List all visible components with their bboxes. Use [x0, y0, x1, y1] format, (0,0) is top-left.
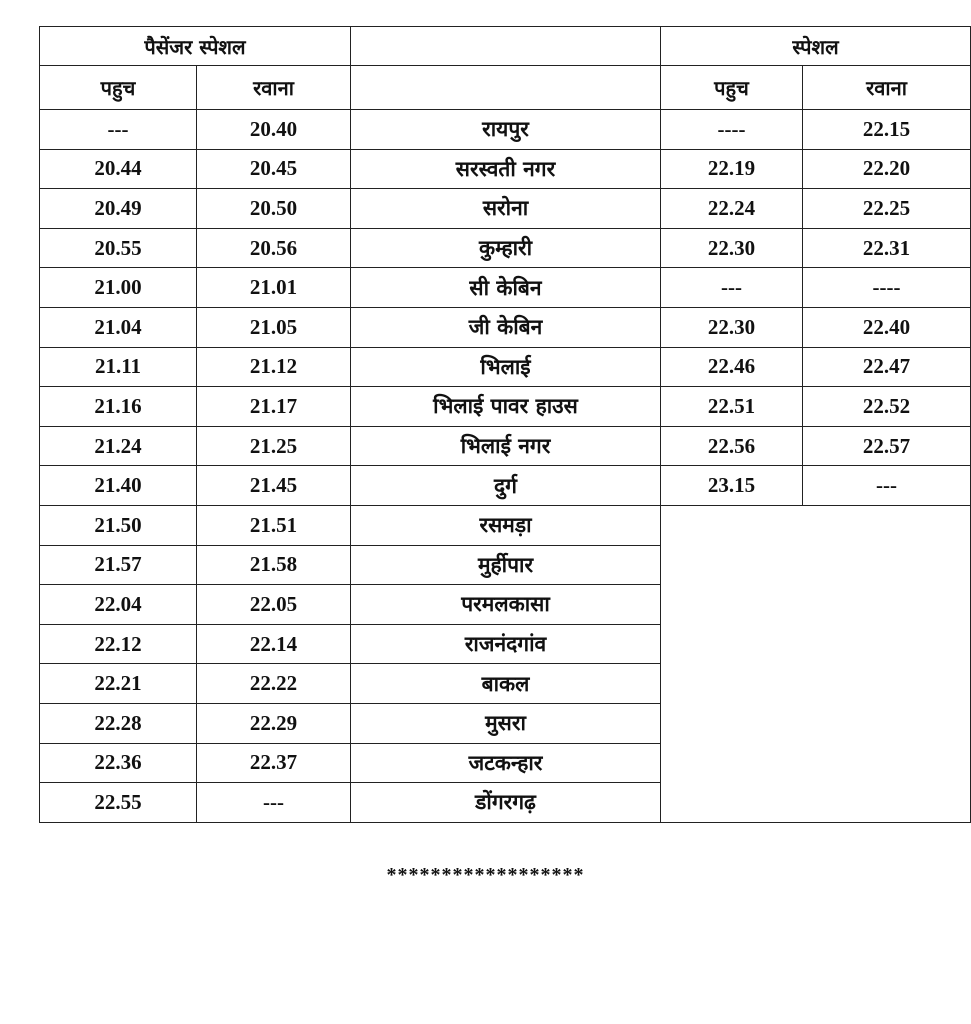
sp-arrival-cell: 22.19: [661, 149, 803, 189]
ps-departure-cell: 21.51: [197, 505, 351, 545]
ps-departure-cell: 22.29: [197, 703, 351, 743]
station-name-cell: भिलाई नगर: [351, 426, 661, 466]
station-name-cell: मुर्हीपार: [351, 545, 661, 585]
sp-arrival-cell: 22.46: [661, 347, 803, 387]
sp-arrival-cell: 22.30: [661, 228, 803, 268]
sp-arrival-cell: ----: [661, 110, 803, 150]
table-row: [40, 466, 971, 506]
station-name-cell: सरोना: [351, 189, 661, 229]
timetable-sheet: [39, 26, 970, 823]
ps-departure-cell: 20.40: [197, 110, 351, 150]
sp-arrival-cell: 22.56: [661, 426, 803, 466]
table-row: [40, 426, 971, 466]
ps-departure-cell: 22.37: [197, 743, 351, 783]
sp-departure-cell: 22.47: [803, 347, 971, 387]
table-row: [40, 347, 971, 387]
ps-arrival-cell: 21.04: [40, 307, 197, 347]
ps-arrival-cell: 22.04: [40, 585, 197, 625]
sp-departure-cell: 22.52: [803, 387, 971, 427]
ps-arrival-cell: 22.55: [40, 783, 197, 823]
ps-departure-cell: 21.45: [197, 466, 351, 506]
station-name-cell: जी केबिन: [351, 307, 661, 347]
ps-arrival-cell: 21.24: [40, 426, 197, 466]
ps-arrival-cell: 21.16: [40, 387, 197, 427]
table-row: [40, 387, 971, 427]
ps-arrival-cell: 21.57: [40, 545, 197, 585]
footer-stars: ******************: [386, 864, 585, 886]
ps-arrival-cell: 21.40: [40, 466, 197, 506]
station-name-cell: राजनंदगांव: [351, 624, 661, 664]
station-name-cell: मुसरा: [351, 703, 661, 743]
sp-departure-cell: 22.20: [803, 149, 971, 189]
table-row: [40, 268, 971, 308]
station-name-cell: जटकन्हार: [351, 743, 661, 783]
ps-arrival-cell: 22.12: [40, 624, 197, 664]
sp-departure-cell: ---: [803, 466, 971, 506]
ps-arrival-cell: 21.00: [40, 268, 197, 308]
station-name-cell: रसमड़ा: [351, 505, 661, 545]
ps-arrival-cell: 22.28: [40, 703, 197, 743]
ps-arrival-cell: ---: [40, 110, 197, 150]
ps-arrival-cell: 22.36: [40, 743, 197, 783]
station-header-blank: [351, 27, 661, 66]
sp-departure-header: रवाना: [803, 66, 971, 110]
sp-departure-cell: ----: [803, 268, 971, 308]
ps-departure-cell: 20.50: [197, 189, 351, 229]
special-blank-area: [661, 505, 971, 822]
sp-departure-cell: 22.31: [803, 228, 971, 268]
sp-arrival-cell: 22.51: [661, 387, 803, 427]
train-timetable: [39, 26, 971, 823]
station-name-cell: दुर्ग: [351, 466, 661, 506]
table-row: [40, 228, 971, 268]
ps-departure-cell: 21.58: [197, 545, 351, 585]
ps-arrival-cell: 21.11: [40, 347, 197, 387]
ps-departure-cell: 21.12: [197, 347, 351, 387]
sp-arrival-cell: 23.15: [661, 466, 803, 506]
table-row: [40, 110, 971, 150]
ps-departure-header: रवाना: [197, 66, 351, 110]
ps-arrival-cell: 22.21: [40, 664, 197, 704]
station-name-cell: सी केबिन: [351, 268, 661, 308]
ps-departure-cell: 22.14: [197, 624, 351, 664]
station-name-cell: रायपुर: [351, 110, 661, 150]
ps-departure-cell: 20.45: [197, 149, 351, 189]
station-name-cell: भिलाई: [351, 347, 661, 387]
passenger-special-header: पैसेंजर स्पेशल: [40, 27, 351, 66]
ps-arrival-cell: 20.49: [40, 189, 197, 229]
station-name-cell: डोंगरगढ़: [351, 783, 661, 823]
group-header-row: [40, 27, 971, 66]
ps-departure-cell: ---: [197, 783, 351, 823]
ps-arrival-cell: 20.44: [40, 149, 197, 189]
ps-departure-cell: 22.22: [197, 664, 351, 704]
ps-departure-cell: 21.25: [197, 426, 351, 466]
table-row: [40, 307, 971, 347]
sp-departure-cell: 22.40: [803, 307, 971, 347]
ps-departure-cell: 21.17: [197, 387, 351, 427]
station-column-header-blank: [351, 66, 661, 110]
ps-departure-cell: 21.01: [197, 268, 351, 308]
station-name-cell: कुम्हारी: [351, 228, 661, 268]
sp-arrival-cell: ---: [661, 268, 803, 308]
station-name-cell: बाकल: [351, 664, 661, 704]
sp-departure-cell: 22.57: [803, 426, 971, 466]
station-name-cell: सरस्वती नगर: [351, 149, 661, 189]
table-row: [40, 189, 971, 229]
ps-departure-cell: 20.56: [197, 228, 351, 268]
special-header: स्पेशल: [661, 27, 971, 66]
ps-arrival-cell: 21.50: [40, 505, 197, 545]
sp-arrival-cell: 22.24: [661, 189, 803, 229]
station-name-cell: भिलाई पावर हाउस: [351, 387, 661, 427]
sp-departure-cell: 22.25: [803, 189, 971, 229]
ps-departure-cell: 22.05: [197, 585, 351, 625]
ps-arrival-header: पहुच: [40, 66, 197, 110]
sp-arrival-cell: 22.30: [661, 307, 803, 347]
ps-arrival-cell: 20.55: [40, 228, 197, 268]
table-row: [40, 505, 971, 545]
sp-departure-cell: 22.15: [803, 110, 971, 150]
table-row: [40, 149, 971, 189]
station-name-cell: परमलकासा: [351, 585, 661, 625]
column-header-row: [40, 66, 971, 110]
ps-departure-cell: 21.05: [197, 307, 351, 347]
sp-arrival-header: पहुच: [661, 66, 803, 110]
